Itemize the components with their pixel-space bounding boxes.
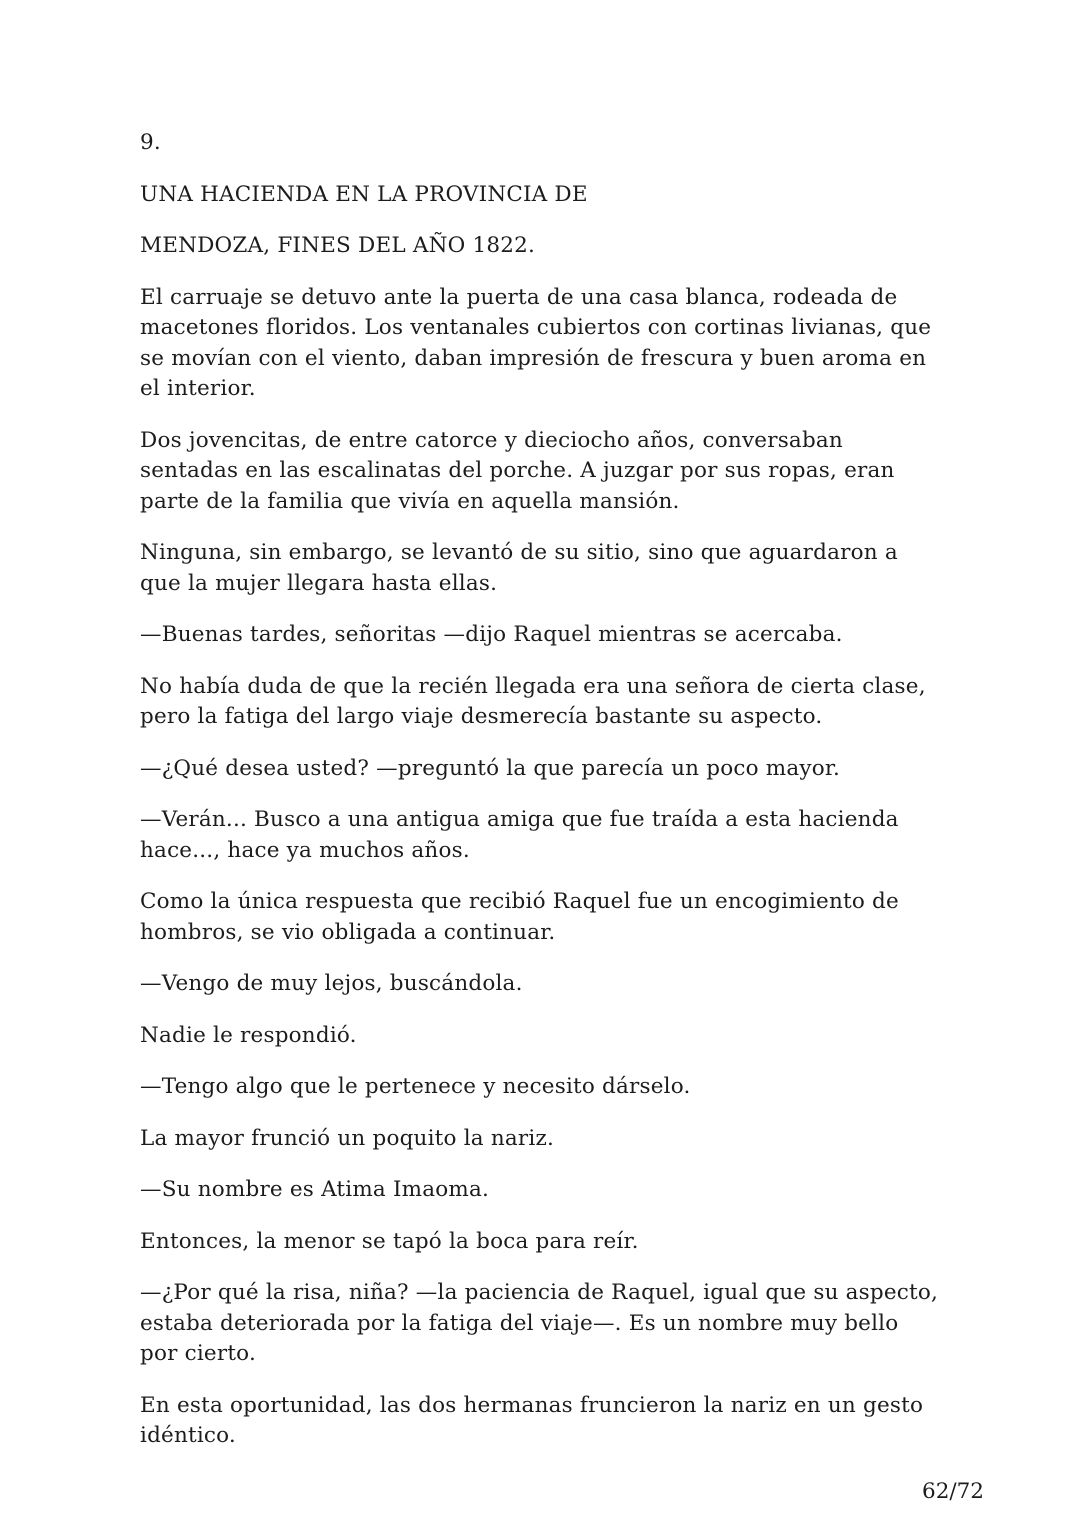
paragraph: —Tengo algo que le pertenece y necesito dárselo. <box>140 1074 691 1100</box>
paragraph: —Su nombre es Atima Imaoma. <box>140 1177 490 1203</box>
paragraph: —¿Por qué la risa, niña? —la paciencia de Raquel, igual que su aspecto, estaba deteriorada por la fatiga del viaje—. Es un nombre muy bello por cierto. <box>140 1280 939 1367</box>
paragraph: En esta oportunidad, las dos hermanas fruncieron la nariz en un gesto idéntico. <box>140 1392 924 1449</box>
paragraph: MENDOZA, FINES DEL AÑO 1822. <box>140 233 535 259</box>
paragraph: No había duda de que la recién llegada era una señora de cierta clase, pero la fatiga del largo viaje desmerecía bastante su aspecto. <box>140 673 926 730</box>
paragraph: —¿Qué desea usted? —preguntó la que parecía un poco mayor. <box>140 755 841 781</box>
paragraph: —Vengo de muy lejos, buscándola. <box>140 971 523 997</box>
paragraph: El carruaje se detuvo ante la puerta de una casa blanca, rodeada de macetones floridos. Los ventanales cubiertos con cortinas livianas, que se movían con el viento, daban impresión de frescura y buen aroma en el interior. <box>140 284 932 402</box>
page-number-indicator: 62/72 <box>922 1479 984 1504</box>
paragraph: 9. <box>140 130 161 155</box>
paragraph: Nadie le respondió. <box>140 1022 357 1048</box>
paragraph: —Buenas tardes, señoritas —dijo Raquel mientras se acercaba. <box>140 622 843 648</box>
paragraph: Entonces, la menor se tapó la boca para reír. <box>140 1228 639 1254</box>
paragraph: Dos jovencitas, de entre catorce y dieciocho años, conversaban sentadas en las escalinatas del porche. A juzgar por sus ropas, eran parte de la familia que vivía en aquella mansión. <box>140 427 895 514</box>
paragraph: Ninguna, sin embargo, se levantó de su sitio, sino que aguardaron a que la mujer llegara hasta ellas. <box>140 540 898 596</box>
paragraph: La mayor frunció un poquito la nariz. <box>140 1125 555 1151</box>
paragraph: UNA HACIENDA EN LA PROVINCIA DE <box>140 181 588 207</box>
paragraph: —Verán... Busco a una antigua amiga que fue traída a esta hacienda hace..., hace ya muchos años. <box>140 807 899 863</box>
paragraph: Como la única respuesta que recibió Raquel fue un encogimiento de hombros, se vio obligada a continuar. <box>140 889 899 945</box>
page-content <box>140 128 940 1473</box>
